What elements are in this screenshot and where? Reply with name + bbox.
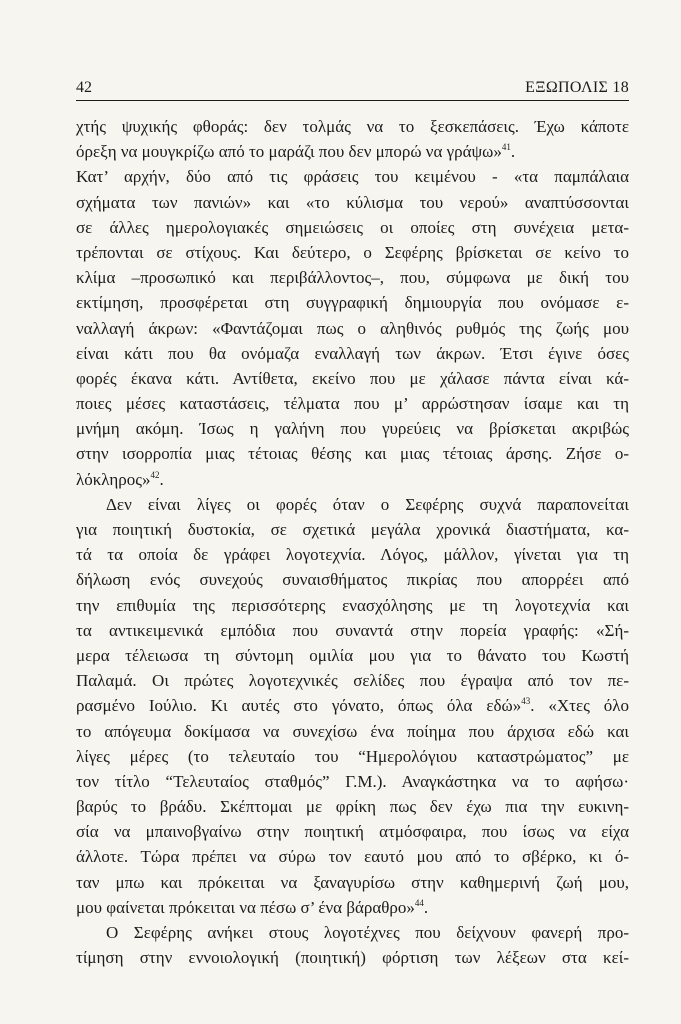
text-line [76,492,629,517]
text-line [76,844,629,869]
page-header [76,72,629,101]
text-line [76,819,629,844]
text-line [76,744,629,769]
text-line-content: λόκληρος» [76,469,151,489]
text-line-content: κλίμα –προσωπικό και περιβάλλοντος–, που, σύμφωνα με δική του [76,268,629,288]
footnote-marker: 41 [501,142,511,153]
text-line [76,618,629,643]
text-line-content: σχήματα των πανιών» και «το κύλισμα του νερού» αναπτύσσονται [76,192,629,212]
text-line-content: τον τίτλο “Τελευταίος σταθμός” Γ.Μ.). Αναγκάστηκα να το αφήσω· [76,771,629,791]
text-line-content: Παλαμά. Οι πρώτες λογοτεχνικές σελίδες που έγραψα από τον πε- [76,671,629,691]
text-line [76,215,629,240]
text-line-content: φορές έκανα κάτι. Αντίθετα, εκείνο που με χάλασε πάντα είναι κά- [76,368,629,388]
text-line-content: ταν μπω και πρόκειται να ξαναγυρίσω στην καθημερινή ζωή μου, [76,872,629,892]
text-line [76,895,629,920]
text-line-content: Δεν είναι λίγες οι φορές όταν ο Σεφέρης συχνά παραπονείται [106,494,629,514]
text-line-content: τίμηση στην εννοιολογική (ποιητική) φόρτιση των λέξεων στα κεί- [76,948,629,968]
text-line [76,517,629,542]
text-line [76,567,629,592]
text-line [76,920,629,945]
text-line-content: μου φαίνεται πρόκειται να πέσω σ’ ένα βάραθρο» [76,897,415,917]
page-number: 42 [76,79,92,96]
text-line [76,416,629,441]
text-line [76,240,629,265]
text-line [76,769,629,794]
text-line [76,719,629,744]
text-line-content: βαρύς το βράδυ. Σκέπτομαι με φρίκη πως δεν έχω πια την ευκινη- [76,797,629,817]
footnote-marker: 44 [414,897,424,908]
text-line-content: ποιες μέσες καταστάσεις, τέλματα που μ’ αρρώστησαν ίσαμε και τη [76,394,629,414]
text-line [76,265,629,290]
text-line-content: το απόγευμα δοκίμασα να συνεχίσω ένα ποίημα που άρχισα εδώ και [76,721,629,741]
text-line [76,945,629,970]
text-line [76,139,629,164]
footnote-marker: 43 [521,696,531,707]
body-text [76,114,629,970]
text-line-content: άλλοτε. Τώρα πρέπει να σύρω τον εαυτό μου από το σβέρκο, κι ό- [76,847,629,867]
text-line-continuation: . [510,142,516,162]
text-line [76,693,629,718]
text-line-content: ρασμένο Ιούλιο. Κι αυτές στο γόνατο, όπως όλα εδώ» [76,696,522,716]
text-line [76,668,629,693]
text-line-content: τα αντικειμενικά εμπόδια που συναντά στην πορεία γραφής: «Σή- [76,620,629,640]
text-line [76,290,629,315]
text-line-content: την επιθυμία της περισσότερης ενασχόλησης με τη λογοτεχνία και [76,595,629,615]
text-line-content: Ο Σεφέρης ανήκει στους λογοτέχνες που δείχνουν φανερή προ- [106,923,629,942]
text-line [76,391,629,416]
running-head: ΕΞΩΠΟΛΙΣ 18 [525,79,629,96]
text-line-content: είναι κάτι που θα ονόμαζα εναλλαγή των άκρων. Έτσι έγινε όσες [76,343,629,363]
text-line-content: στην ισορροπία μιας τέτοιας θέσης και μιας τέτοιας άρσης. Ζήσε ο- [76,444,629,464]
text-line-content: σία να μπαινοβγαίνω στην ποιητική ατμόσφαιρα, που ίσως να είχα [76,822,629,842]
text-line-content: σε άλλες ημερολογιακές σημειώσεις οι οποίες στη συνέχεια μετα- [76,217,629,237]
footnote-marker: 42 [150,469,160,480]
text-line [76,366,629,391]
text-line [76,593,629,618]
text-line-continuation: . [423,897,429,917]
text-line [76,164,629,189]
text-line [76,316,629,341]
text-line-content: όρεξη να μουγκρίζω από το μαράζι που δεν μπορώ να γράψω» [76,142,502,162]
text-line-content: μερα τέλειωσα τη σύντομη ομιλία μου για το θάνατο του Κωστή [76,645,629,665]
text-line-content: Κατ’ αρχήν, δύο από τις φράσεις του κειμένου - «τα παμπάλαια [76,167,629,187]
text-line [76,794,629,819]
text-line [76,341,629,366]
text-line [76,441,629,466]
text-line-content: για ποιητική δυστοκία, σε σχετικά μεγάλα χρονικά διαστήματα, κα- [76,520,629,539]
text-line-content: λίγες μέρες (το τελευταίο του “Ημερολόγιου καταστρώματος” με [76,746,629,766]
text-line [76,467,629,492]
text-line [76,643,629,668]
text-line-content: δήλωση ενός συνεχούς συναισθήματος πικρίας που απορρέει από [76,570,629,590]
text-line-content: εκτίμηση, προσφέρεται στη συγγραφική δημιουργία που ονόμασε ε- [76,293,629,313]
text-line-content: χτής ψυχικής φθοράς: δεν τολμάς να το ξεσκεπάσεις. Έχω κάποτε [76,117,629,136]
text-line-content: μνήμη ακόμη. Ίσως η γαλήνη που γυρεύεις να βρίσκεται ακριβώς [76,419,629,439]
text-line [76,114,629,139]
text-line-continuation: . [159,469,164,489]
text-line-content: ναλλαγή άκρων: «Φαντάζομαι πως ο αληθινός ρυθμός της ζωής μου [76,318,629,338]
text-line [76,542,629,567]
text-line [76,190,629,215]
text-line-content: τρέπονται σε στίχους. Και δεύτερο, ο Σεφέρης βρίσκεται σε κείνο το [76,242,629,262]
text-line-continuation: . «Χτες όλο [530,696,629,716]
text-line [76,870,629,895]
text-line-content: τά τα οποία δε γράφει λογοτεχνία. Λόγος, μάλλον, γίνεται για τη [76,545,629,565]
